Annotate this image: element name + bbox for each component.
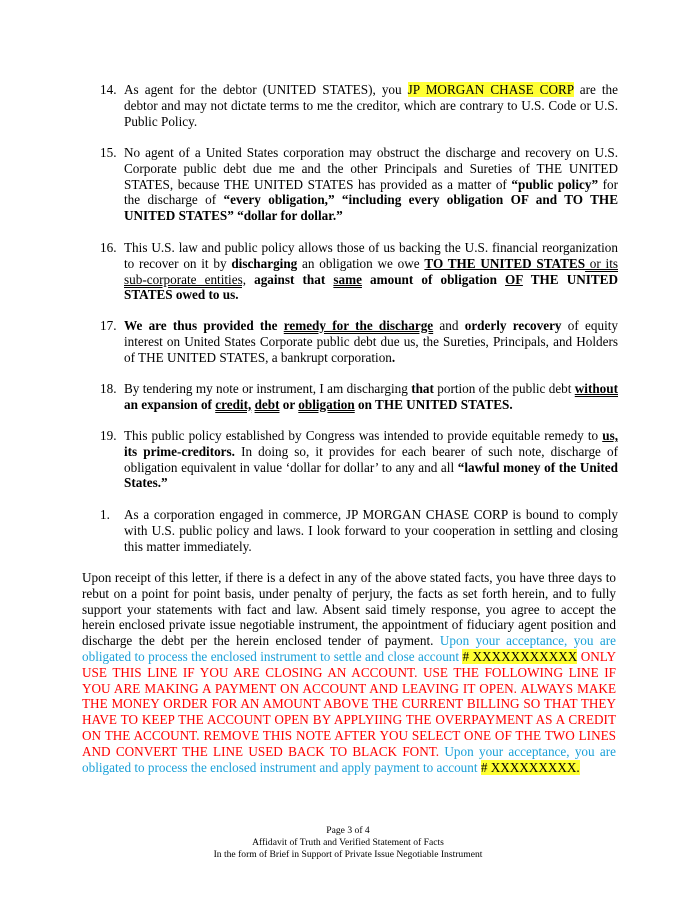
item-number: 15. — [100, 145, 117, 160]
text-run: an obligation we owe — [297, 255, 425, 271]
numbered-item-16 — [100, 240, 618, 303]
page-number: Page 3 of 4 — [326, 825, 370, 836]
numbered-item-14 — [100, 82, 618, 129]
text-run: obligation — [298, 396, 355, 412]
numbered-item-19 — [100, 428, 618, 491]
text-run: # XXXXXXXXXXX — [462, 648, 578, 664]
text-run: In doing so, it provides for each bearer of such note, discharge of obligation equivalent in value ‘dollar for dollar’ to any and all — [124, 443, 618, 475]
text-run: for the discharge of — [124, 176, 619, 208]
footer-title-line: Affidavit of Truth and Verified Statement of Facts — [252, 837, 444, 849]
item-text — [124, 145, 618, 224]
item-number: 17. — [100, 318, 117, 333]
closing-paragraph — [82, 570, 616, 775]
text-run: remedy for the discharge — [283, 318, 434, 333]
text-run: As a corporation engaged in commerce, JP MORGAN CHASE CORP is bound to comply with U.S. public policy and laws. I look forward to your cooperation in settling and closing this matter immediately. — [124, 507, 618, 554]
text-run: We are thus provided the — [124, 318, 284, 333]
text-run: and — [433, 318, 465, 333]
text-run: an expansion of — [124, 396, 216, 412]
text-run: against that — [246, 271, 334, 287]
page-footer — [0, 825, 696, 862]
text-run: THE UNITED STATES owed to us. — [124, 271, 619, 303]
text-run: without — [574, 381, 618, 396]
text-run: orderly recovery — [464, 318, 562, 333]
text-run: or its sub-corporate entities, — [124, 255, 619, 287]
numbered-item-18 — [100, 381, 618, 413]
text-run: By tendering my note or instrument, I am discharging — [124, 381, 412, 396]
item-text — [124, 240, 618, 303]
text-run: same — [333, 271, 362, 287]
text-run: Upon your acceptance, you are obligated to process the enclosed instrument to settle and close account — [82, 633, 616, 664]
text-run: that — [411, 381, 434, 396]
numbered-item-1 — [100, 507, 618, 554]
item-text — [124, 381, 618, 413]
text-run: amount of obligation — [361, 271, 506, 287]
text-run: JP MORGAN CHASE CORP — [407, 82, 574, 97]
text-run: its prime-creditors. — [124, 443, 235, 459]
text-run: TO THE UNITED STATES — [424, 255, 586, 271]
text-run: credit, — [215, 396, 252, 412]
item-text — [124, 318, 618, 365]
text-run: “every obligation,” “including every obligation OF and TO THE UNITED STATES” “dollar for dollar.” — [124, 192, 618, 224]
text-run: “public policy” — [511, 176, 599, 192]
text-run: No agent of a United States corporation may obstruct the discharge and recovery on U.S. Corporate public debt due me and the other Principals and Sureties of THE UNITED STATES, because THE UNITED STATES has provided as a matter of — [124, 145, 618, 192]
text-run: As agent for the debtor (UNITED STATES), you — [124, 82, 408, 97]
item-number: 16. — [100, 240, 117, 255]
text-run: “lawful money of the United States.” — [124, 459, 618, 491]
text-run: ONLY USE THIS LINE IF YOU ARE CLOSING AN ACCOUNT. USE THE FOLLOWING LINE IF YOU ARE MAKING A PAYMENT ON ACCOUNT AND LEAVING IT OPEN. ALWAYS MAKE THE MONEY ORDER FOR AN AMOUNT ABOVE THE CURRENT BILLING SO THAT THEY HAVE TO KEEP THE ACCOUNT OPEN BY APPLYIING THE OVERPAYMENT AS A CREDIT ON THE ACCOUNT. REMOVE THIS NOTE AFTER YOU SELECT ONE OF THE TWO LINES AND CONVERT THE LINE USED BACK TO BLACK FONT. — [82, 648, 616, 759]
text-run: debt — [254, 396, 280, 412]
text-run: Upon your acceptance, you are obligated to process the enclosed instrument and apply payment to account — [82, 743, 616, 775]
item-text — [124, 507, 618, 554]
text-run: portion of the public debt — [433, 381, 575, 396]
text-run: are the debtor and may not dictate terms to me the creditor, which are contrary to U.S. Code or U.S. Public Policy. — [124, 82, 618, 129]
text-run: or — [279, 396, 299, 412]
text-run: OF — [505, 271, 523, 287]
item-number: 19. — [100, 428, 117, 443]
item-text — [124, 82, 618, 129]
text-run: Upon receipt of this letter, if there is a defect in any of the above stated facts, you have three days to rebut on a point for point basis, under penalty of perjury, the facts as set forth herein, and to fully support your statements with fact and law. Absent said timely response, you agree to accept the herein enclosed private issue negotiable instrument, the appointment of fiduciary agent position and discharge the debt per the herein enclosed tender of payment. — [82, 570, 616, 649]
item-number: 1. — [100, 507, 110, 522]
item-number: 14. — [100, 82, 117, 97]
text-run: # XXXXXXXXX. — [480, 759, 580, 775]
text-run: on THE UNITED STATES. — [354, 396, 513, 412]
numbered-item-17 — [100, 318, 618, 365]
numbered-item-15 — [100, 145, 618, 224]
footer-subtitle-line: In the form of Brief in Support of Private Issue Negotiable Instrument — [213, 849, 483, 861]
item-text — [124, 428, 618, 491]
text-run: discharging — [231, 255, 298, 271]
text-run: us, — [602, 428, 618, 443]
text-run: . — [391, 349, 396, 365]
text-run: This U.S. law and public policy allows those of us backing the U.S. financial reorganization to recover on it by — [124, 240, 618, 271]
text-run: This public policy established by Congress was intended to provide equitable remedy to — [124, 428, 603, 443]
text-run: of equity interest on United States Corporate public debt due us, the Sureties, Principals, and Holders of THE UNITED STATES, a bankrupt corporation — [124, 318, 618, 365]
item-number: 18. — [100, 381, 117, 396]
